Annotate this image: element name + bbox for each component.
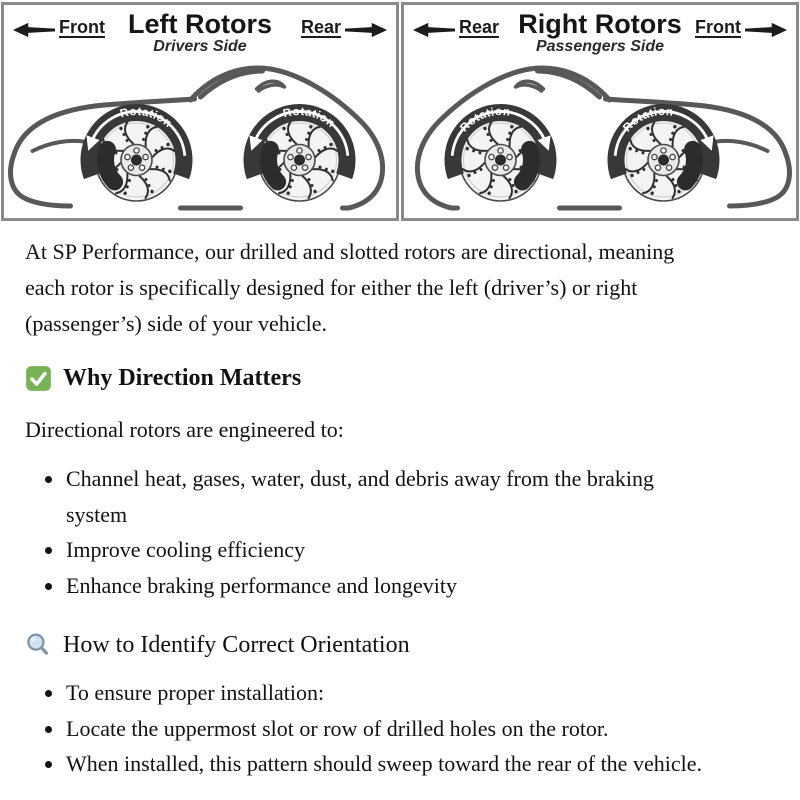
rotor-direction-diagram [1,2,799,221]
list-item: • Enhance braking performance and longevity [65,568,712,604]
list-item: • Channel heat, gases, water, dust, and debris away from the braking system [65,461,712,532]
left-arrow-icon [412,21,456,39]
front-label: Front [695,17,741,37]
right-arrow-icon [744,21,788,39]
heading-text: How to Identify Correct Orientation [63,632,410,658]
rear-label: Rear [300,17,341,37]
list-item: • When installed, this pattern should sweep toward the rear of the vehicle. [65,746,712,782]
front-label: Front [59,17,105,37]
front-direction [12,17,105,39]
list-item: • To ensure proper installation: [65,675,712,711]
front-wheel-rotor [89,106,185,201]
left-arrow-icon [12,21,56,39]
magnifying-glass-icon [25,632,52,659]
identify-orientation-heading [25,630,712,660]
rear-direction [412,17,499,39]
right-panel-header [404,5,796,57]
installation-list [25,675,712,782]
heading-text: Why Direction Matters [63,365,302,391]
left-car-illustration [4,57,396,218]
intro-paragraph: At SP Performance, our drilled and slotted rotors are directional, meaning each rotor is specifically designed for either the left (driver’s) or right (passenger’s) side of your vehicle. [25,239,675,336]
right-rotors-panel [401,2,799,221]
list-item: • Locate the uppermost slot or row of drilled holes on the rotor. [65,711,712,747]
description-content [0,221,742,782]
panel-subtitle: Drivers Side [153,38,247,55]
panel-title: Left Rotors [128,9,272,39]
left-rotors-panel [1,2,399,221]
front-wheel-rotor [615,106,711,201]
check-mark-icon [25,365,52,392]
left-panel-titles [128,11,272,56]
right-car-illustration [404,57,796,218]
rear-direction [301,17,388,39]
panel-subtitle: Passengers Side [535,38,665,55]
rear-label: Rear [459,17,500,37]
benefits-list [25,461,712,603]
left-panel-header [4,5,396,57]
front-direction [695,17,788,39]
right-arrow-icon [344,21,388,39]
engineered-to-lead: Directional rotors are engineered to: [25,417,344,442]
list-item: • Improve cooling efficiency [65,532,712,568]
panel-title: Right Rotors [518,9,682,39]
why-direction-matters-heading [25,363,712,393]
rear-wheel-rotor [452,106,548,201]
right-panel-titles [518,11,681,56]
rear-wheel-rotor [252,106,348,201]
